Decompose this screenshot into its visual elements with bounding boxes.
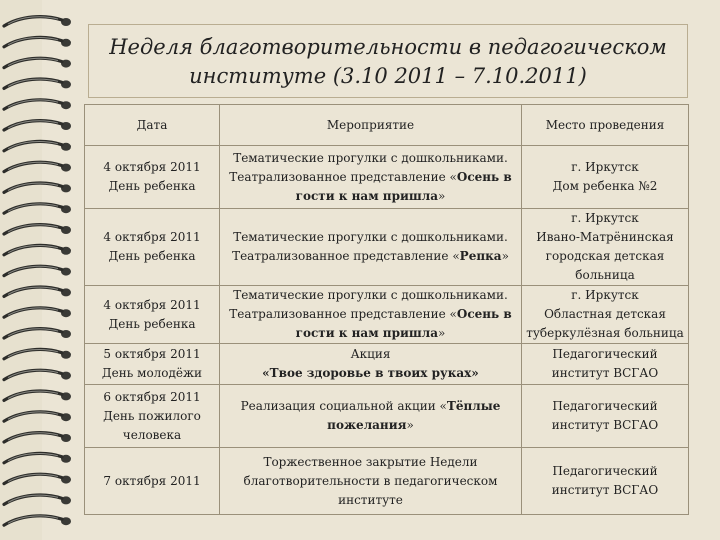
event-quote: » bbox=[438, 326, 446, 340]
spiral-ring bbox=[4, 516, 71, 525]
day-name: День ребенка bbox=[108, 249, 196, 263]
header-date: Дата bbox=[85, 105, 220, 146]
place-line: Педагогический bbox=[552, 347, 658, 361]
spiral-ring bbox=[4, 162, 71, 171]
place-cell bbox=[522, 146, 689, 209]
spiral-ring bbox=[4, 474, 71, 483]
date-text: 5 октября 2011 bbox=[103, 347, 201, 361]
event-quote: » bbox=[406, 418, 414, 432]
event-title: Тёплые пожелания bbox=[327, 399, 501, 432]
events-table bbox=[84, 104, 689, 515]
spiral-ring bbox=[4, 433, 71, 442]
spiral-ring bbox=[4, 370, 71, 379]
day-name: День ребенка bbox=[108, 316, 196, 331]
event-text: Торжественное закрытие Недели благотворительности в педагогическом институте bbox=[243, 454, 498, 507]
spiral-ring bbox=[4, 391, 71, 400]
table-row bbox=[85, 448, 689, 515]
table-row bbox=[85, 209, 689, 286]
date-cell bbox=[85, 448, 220, 515]
event-cell bbox=[220, 146, 522, 209]
table-row bbox=[85, 286, 689, 344]
place-line: Ивано-Матрёнинская bbox=[536, 230, 674, 244]
place-line: г. Иркутск bbox=[571, 160, 639, 174]
event-cell bbox=[220, 344, 522, 385]
event-title: Осень в гости к нам пришла bbox=[295, 307, 512, 340]
spiral-binding bbox=[0, 14, 80, 534]
event-text: Тематические прогулки с дошкольниками. Театрализованное представление « bbox=[229, 288, 508, 321]
page-title bbox=[89, 25, 687, 91]
spiral-ring bbox=[4, 245, 71, 254]
date-cell bbox=[85, 146, 220, 209]
place-line: институт ВСГАО bbox=[551, 366, 659, 380]
event-quote: » bbox=[501, 249, 509, 263]
date-cell bbox=[85, 209, 220, 286]
spiral-ring bbox=[4, 308, 71, 317]
spiral-ring bbox=[4, 266, 71, 275]
place-line: туберкулёзная больница bbox=[526, 326, 684, 340]
place-line: г. Иркутск bbox=[571, 288, 639, 302]
place-cell bbox=[522, 286, 689, 344]
place-line: институт ВСГАО bbox=[551, 418, 659, 432]
day-name: День пожилого bbox=[103, 408, 201, 423]
table-header-row bbox=[85, 105, 689, 146]
title-box bbox=[88, 24, 688, 98]
event-cell bbox=[220, 209, 522, 286]
header-place: Место проведения bbox=[522, 105, 689, 146]
date-cell bbox=[85, 286, 220, 344]
spiral-ring bbox=[4, 225, 71, 234]
spiral-ring bbox=[4, 287, 71, 296]
event-text: Тематические прогулки с дошкольниками. Театрализованное представление « bbox=[232, 230, 508, 263]
spiral-ring bbox=[4, 100, 71, 109]
event-text: Реализация социальной акции « bbox=[240, 399, 447, 413]
spiral-ring bbox=[4, 141, 71, 150]
table-row bbox=[85, 344, 689, 385]
place-line: городская детская bbox=[545, 249, 665, 263]
place-cell bbox=[522, 209, 689, 286]
event-title: Осень в гости к нам пришла bbox=[295, 169, 512, 203]
place-line: больница bbox=[575, 268, 635, 282]
event-title: «Твое здоровье в твоих руках» bbox=[262, 366, 479, 380]
place-cell bbox=[522, 385, 689, 448]
event-title: Репка bbox=[459, 249, 502, 263]
date-text: 4 октября 2011 bbox=[103, 160, 201, 174]
table-row bbox=[85, 146, 689, 209]
date-text: 6 октября 2011 bbox=[103, 389, 201, 404]
title-line-2: институте (3.10 2011 – 7.10.2011) bbox=[189, 64, 587, 88]
spiral-ring bbox=[4, 495, 71, 504]
date-text: 4 октября 2011 bbox=[103, 297, 201, 312]
day-name: человека bbox=[122, 427, 182, 442]
event-cell bbox=[220, 385, 522, 448]
place-cell bbox=[522, 448, 689, 515]
spiral-ring bbox=[4, 183, 71, 192]
event-cell bbox=[220, 286, 522, 344]
spiral-ring bbox=[4, 79, 71, 88]
spiral-ring bbox=[4, 453, 71, 462]
day-name: День ребенка bbox=[108, 179, 196, 193]
spiral-ring bbox=[4, 121, 71, 130]
place-line: г. Иркутск bbox=[571, 211, 639, 225]
title-line-1: Неделя благотворительности в педагогическом bbox=[109, 35, 667, 59]
event-text: Акция bbox=[350, 347, 391, 361]
place-line: Дом ребенка №2 bbox=[552, 179, 658, 193]
place-line: Областная детская bbox=[544, 307, 666, 321]
event-quote: » bbox=[438, 188, 446, 203]
date-cell bbox=[85, 385, 220, 448]
event-text: Тематические прогулки с дошкольниками. Театрализованное представление « bbox=[229, 150, 508, 184]
day-name: День молодёжи bbox=[101, 366, 203, 380]
spiral-ring bbox=[4, 412, 71, 421]
header-event: Мероприятие bbox=[220, 105, 522, 146]
place-line: институт ВСГАО bbox=[551, 483, 659, 497]
date-text: 7 октября 2011 bbox=[103, 473, 201, 488]
spiral-ring bbox=[4, 204, 71, 213]
spiral-ring bbox=[4, 349, 71, 358]
table-row bbox=[85, 385, 689, 448]
date-text: 4 октября 2011 bbox=[103, 230, 201, 244]
event-cell bbox=[220, 448, 522, 515]
spiral-ring bbox=[4, 17, 71, 26]
place-line: Педагогический bbox=[552, 464, 658, 478]
date-cell bbox=[85, 344, 220, 385]
spiral-ring bbox=[4, 329, 71, 338]
spiral-ring bbox=[4, 58, 71, 67]
spiral-ring bbox=[4, 37, 71, 46]
place-cell bbox=[522, 344, 689, 385]
place-line: Педагогический bbox=[552, 399, 658, 413]
